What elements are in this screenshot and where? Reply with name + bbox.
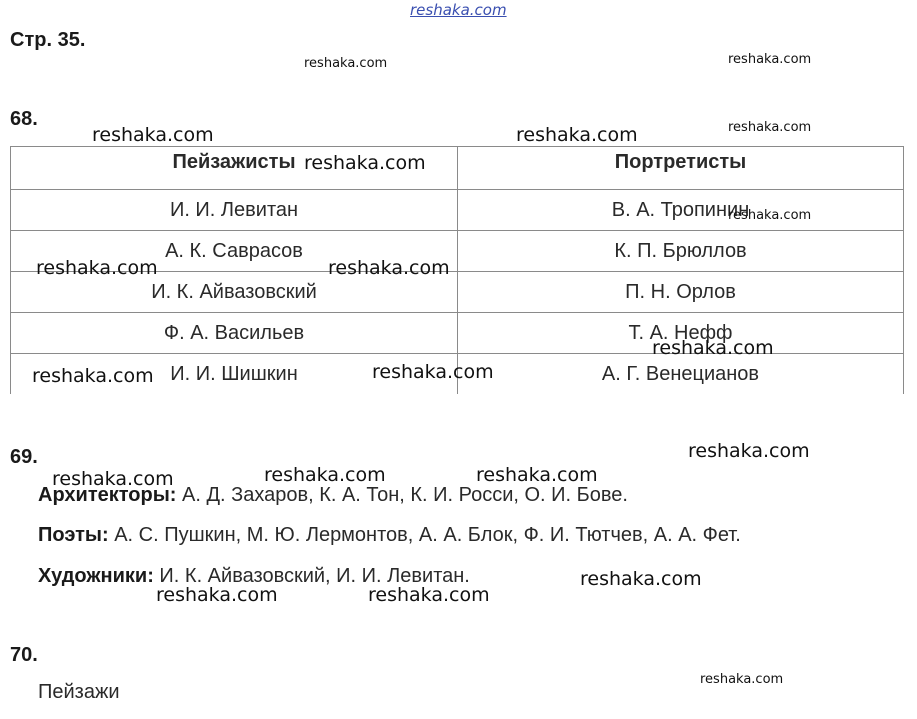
watermark: reshaka.com	[700, 672, 784, 687]
watermark: reshaka.com	[372, 361, 494, 383]
poets-line	[38, 524, 741, 547]
architects-label: Архитекторы:	[38, 484, 177, 506]
watermark: reshaka.com	[32, 365, 154, 387]
landscape-painter-cell: А. К. Саврасов	[11, 231, 458, 272]
watermark: reshaka.com	[688, 440, 810, 462]
watermark: reshaka.com	[368, 584, 490, 606]
artists-list: И. К. Айвазовский, И. И. Левитан.	[153, 565, 470, 587]
watermark: reshaka.com	[728, 120, 812, 135]
architects-list: А. Д. Захаров, К. А. Тон, К. И. Росси, О. И. Бове.	[176, 484, 628, 506]
watermark: reshaka.com	[728, 208, 812, 223]
task-70-number: 70.	[10, 644, 38, 666]
poets-list: А. С. Пушкин, М. Ю. Лермонтов, А. А. Блок, Ф. И. Тютчев, А. А. Фет.	[108, 524, 741, 546]
header-landscape-painters: Пейзажисты	[11, 147, 458, 190]
portrait-painter-cell: А. Г. Венецианов	[458, 354, 904, 395]
landscape-painter-cell: И. И. Левитан	[11, 190, 458, 231]
landscape-painter-cell: И. И. Шишкин	[11, 354, 458, 395]
watermark: reshaka.com	[304, 56, 388, 71]
watermark: reshaka.com	[328, 257, 450, 279]
top-watermark-link[interactable]: reshaka.com	[410, 1, 507, 19]
watermark: reshaka.com	[92, 124, 214, 146]
watermark: reshaka.com	[516, 124, 638, 146]
landscape-painter-cell: Ф. А. Васильев	[11, 313, 458, 354]
task-68-number: 68.	[10, 108, 38, 130]
portrait-painter-cell: В. А. Тропинин	[458, 190, 904, 231]
portrait-painter-cell: П. Н. Орлов	[458, 272, 904, 313]
watermark: reshaka.com	[728, 52, 812, 67]
landscape-painter-cell: И. К. Айвазовский	[11, 272, 458, 313]
watermark: reshaka.com	[156, 584, 278, 606]
watermark: reshaka.com	[652, 337, 774, 359]
watermark: reshaka.com	[304, 152, 426, 174]
page-heading: Стр. 35.	[10, 29, 86, 51]
watermark: reshaka.com	[52, 468, 174, 490]
watermark: reshaka.com	[264, 464, 386, 486]
artists-label: Художники:	[38, 565, 154, 587]
watermark: reshaka.com	[476, 464, 598, 486]
portrait-painter-cell: Т. А. Нефф	[458, 313, 904, 354]
task-69-number: 69.	[10, 446, 38, 468]
header-portrait-painters: Портретисты	[458, 147, 904, 190]
watermark: reshaka.com	[580, 568, 702, 590]
table-header-row	[11, 147, 904, 190]
landscapes-subheading: Пейзажи	[38, 681, 120, 703]
poets-label: Поэты:	[38, 524, 109, 546]
watermark: reshaka.com	[36, 257, 158, 279]
portrait-painter-cell: К. П. Брюллов	[458, 231, 904, 272]
